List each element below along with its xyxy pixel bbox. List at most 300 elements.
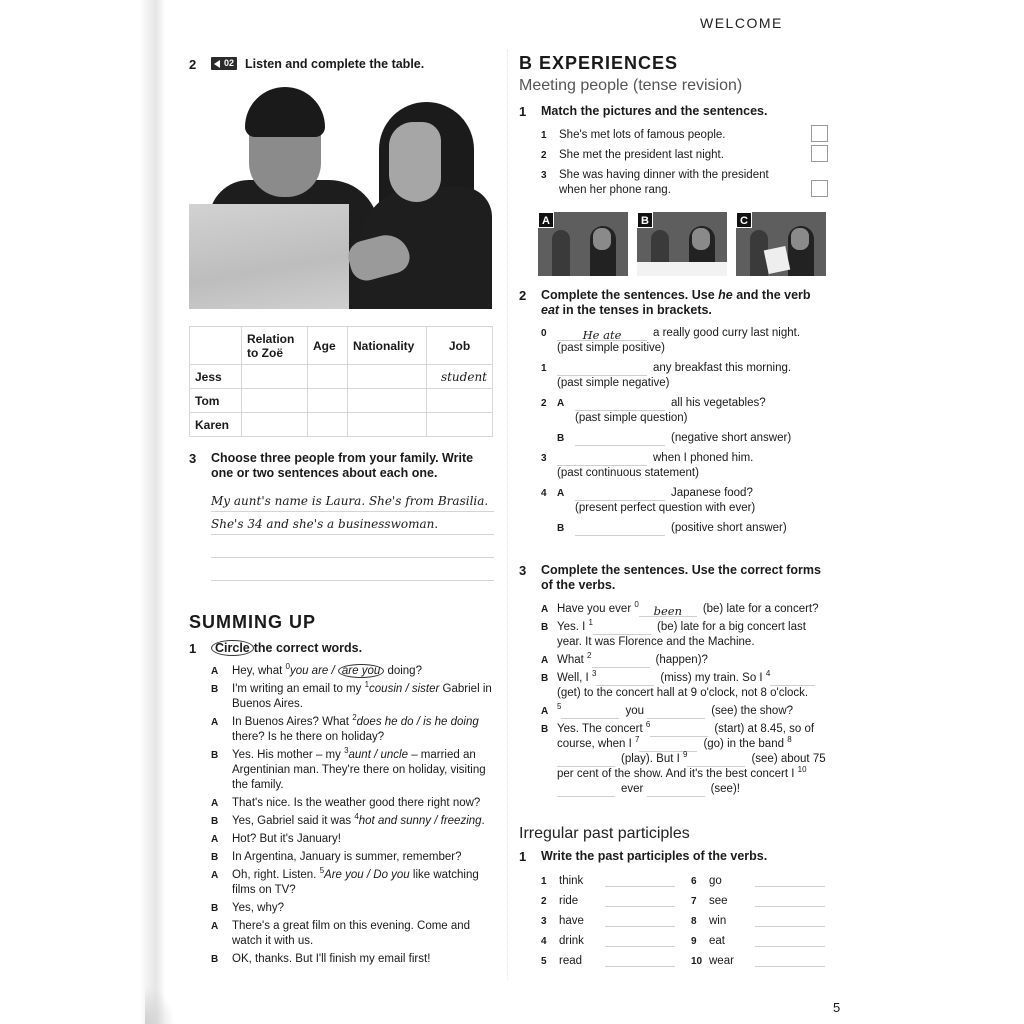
speaker-label: A [211, 717, 219, 728]
option-1[interactable]: you are [289, 665, 329, 677]
verb: wear [709, 955, 734, 967]
verb: read [559, 955, 583, 967]
option-separator: / [431, 815, 441, 827]
item-number: 3 [591, 669, 597, 679]
exercise-instruction: Match the pictures and the sentences. [541, 104, 768, 118]
answer-blank[interactable] [557, 754, 615, 767]
option-2[interactable]: is he doing [423, 716, 479, 728]
item-number: 1 [588, 618, 593, 628]
gap-fill-exercise-eat [519, 288, 829, 541]
line-text: Yes. The concert [557, 723, 646, 735]
photo-girl-face [389, 122, 441, 202]
item-text: any breakfast this morning. [653, 362, 792, 374]
item-number: 4 [541, 488, 547, 499]
exercise-instruction: Complete the sentences. Use the correct forms of the verbs. [541, 563, 821, 592]
option-2-circled[interactable]: are you [338, 664, 384, 678]
item-number: 2 [541, 150, 547, 161]
answer-blank[interactable]: He ate [557, 328, 647, 341]
line-text: OK, thanks. But I'll finish my email first! [232, 953, 431, 965]
item-text: (negative short answer) [671, 432, 792, 444]
tense-hint: (past continuous statement) [557, 467, 699, 479]
exercise-3-title [519, 563, 829, 593]
verb-item [691, 892, 831, 907]
speaker-label: A [557, 398, 565, 409]
line-text: That's nice. Is the weather good there right now? [232, 797, 481, 809]
gap-item [541, 521, 829, 536]
item-text: all his vegetables? [671, 397, 766, 409]
line-text: Yes, why? [232, 902, 284, 914]
circled-word: Circle [211, 640, 254, 656]
answer-blank[interactable] [687, 754, 745, 767]
answer-blank[interactable] [575, 488, 665, 501]
verb-item [541, 932, 691, 947]
item-number: 2 [541, 896, 547, 907]
match-item [541, 148, 829, 163]
gap-fill-exercise-verbs [519, 563, 829, 800]
verb: eat [709, 935, 725, 947]
verb-item [541, 892, 691, 907]
line-text: (happen)? [655, 654, 708, 666]
summing-up-section [189, 612, 499, 970]
answer-blank[interactable] [575, 523, 665, 536]
item-number: 7 [634, 735, 640, 745]
verb-item [541, 952, 691, 967]
page-curl-shadow [145, 985, 175, 1024]
answer-box[interactable] [811, 180, 828, 197]
table-row [190, 365, 493, 389]
answer-blank[interactable] [605, 877, 675, 887]
answer-blank[interactable] [561, 706, 619, 719]
picture-label: C [736, 212, 752, 228]
option-separator: / [413, 716, 424, 728]
writing-lines [211, 489, 494, 581]
answer-blank[interactable] [575, 433, 665, 446]
picture-strip [538, 212, 826, 276]
summing-ex1-title [189, 641, 499, 656]
item-text: She was having dinner with the president when her phone rang. [559, 169, 769, 196]
answer-blank[interactable] [755, 877, 825, 887]
line-text: . [481, 815, 485, 827]
row-name: Tom [190, 389, 242, 413]
item-text: a really good curry last night. [653, 327, 801, 339]
item-number: 8 [787, 735, 792, 745]
dialogue [211, 664, 499, 967]
option-2[interactable]: uncle [380, 749, 408, 761]
tense-hint: (past simple negative) [557, 377, 670, 389]
item-text: when I phoned him. [653, 452, 754, 464]
line-text: Yes. His mother – my [232, 749, 345, 761]
answer-blank[interactable] [593, 622, 651, 635]
answer-blank[interactable] [639, 739, 697, 752]
irregular-ex1-title [519, 849, 829, 864]
answer-blank[interactable] [575, 398, 665, 411]
tense-hint: (past simple positive) [557, 342, 666, 354]
figure-face [791, 228, 809, 250]
option-1[interactable]: does he do [356, 716, 414, 728]
figure-face [692, 228, 710, 250]
item-number: 3 [541, 170, 547, 181]
item-number [541, 521, 557, 536]
verb: see [709, 895, 728, 907]
line-text: What [557, 654, 588, 666]
dinner-table [637, 262, 727, 276]
menu-book [764, 246, 791, 274]
exercise-instruction: Write the past participles of the verbs. [541, 849, 768, 863]
answer-blank[interactable] [647, 784, 705, 797]
exercise-number: 3 [519, 563, 527, 578]
verb: think [559, 875, 584, 887]
item-number: 4 [354, 812, 359, 822]
line-text: (start) at 8.45, so of course, when I [557, 723, 815, 750]
item-number: 10 [691, 956, 703, 967]
exercise-number: 1 [189, 641, 197, 656]
speaker-label: B [211, 684, 219, 695]
table-row [190, 413, 493, 437]
exercise-number: 1 [519, 104, 527, 119]
answer-blank[interactable] [755, 917, 825, 927]
instruction-text: he [718, 288, 733, 302]
figure-woman [552, 230, 570, 276]
answer-blank[interactable] [605, 937, 675, 947]
exercise-number: 1 [519, 849, 527, 864]
line-text: (see) the show? [711, 705, 794, 717]
item-number: 9 [691, 936, 697, 947]
item-number: 6 [691, 876, 697, 887]
item-number [541, 431, 557, 446]
audio-track-button[interactable] [211, 57, 237, 70]
item-number: 9 [683, 750, 688, 760]
line-text: In Argentina, January is summer, remember? [232, 851, 462, 863]
page-number: 5 [833, 1000, 841, 1015]
option-separator: / [402, 683, 412, 695]
dialogue-line [211, 814, 499, 829]
answer-box[interactable] [811, 125, 828, 142]
option-1[interactable]: cousin [369, 683, 403, 695]
picture-label: A [538, 212, 554, 228]
dialogue-line [211, 919, 499, 949]
cell-nationality[interactable] [348, 389, 427, 413]
speaker-label: A [211, 834, 219, 845]
answer-blank[interactable] [557, 363, 647, 376]
option-separator: / [363, 869, 374, 881]
line-text: There's a great film on this evening. Come and watch it with us. [232, 920, 471, 947]
speaker-label: A [211, 666, 219, 677]
book-spine-shadow [0, 0, 165, 1024]
writing-line[interactable]: She's 34 and she's a businesswoman. [211, 512, 494, 535]
option-2[interactable]: sister [411, 683, 440, 695]
dialogue-line [211, 868, 499, 898]
answer-blank[interactable] [605, 957, 675, 967]
cell-job[interactable] [427, 413, 493, 437]
dialogue-line [211, 832, 499, 847]
exercise-number: 2 [519, 288, 527, 303]
item-number: 2 [352, 713, 357, 723]
line-text: – married an Argentinian man. They're there on holiday, visiting the family. [232, 749, 486, 791]
running-head: WELCOME [700, 15, 783, 31]
verb: drink [559, 935, 584, 947]
line-text: Oh, right. Listen. [232, 869, 320, 881]
answer-blank[interactable] [770, 673, 815, 686]
dialogue-line [211, 901, 499, 916]
line-text: (go) in the band [703, 738, 788, 750]
speaker-label: A [557, 488, 565, 499]
instruction-text: eat [541, 303, 560, 317]
line-text: (see)! [710, 783, 740, 795]
item-number: 2 [541, 398, 547, 409]
speaker-label: A [541, 655, 549, 666]
line-text: like watching films on TV? [232, 869, 479, 896]
speaker-label: A [211, 798, 219, 809]
cell-relation[interactable] [242, 413, 308, 437]
table-header-age: Age [308, 327, 348, 365]
speaker-label: B [211, 903, 219, 914]
item-number: 2 [587, 651, 592, 661]
speaker-icon [214, 60, 220, 68]
section-subheading: Meeting people (tense revision) [519, 77, 743, 94]
writing-line[interactable] [211, 535, 494, 558]
cell-relation[interactable] [242, 365, 308, 389]
item-number: 10 [797, 765, 807, 775]
section-subheading: Irregular past participles [519, 825, 690, 842]
speaker-label: B [211, 852, 219, 863]
item-number: 5 [557, 702, 562, 712]
dialogue-line [541, 722, 829, 797]
line-text: Hot? But it's January! [232, 833, 341, 845]
speaker-label: B [211, 816, 219, 827]
option-1[interactable]: Are you [324, 869, 364, 881]
answer-blank[interactable] [647, 706, 705, 719]
item-number: 0 [541, 328, 547, 339]
picture-b [637, 212, 727, 276]
exercise-2-title [189, 57, 494, 72]
item-number: 1 [541, 876, 547, 887]
match-item [541, 168, 829, 198]
option-separator: / [370, 749, 381, 761]
table-header-relation: Relation to Zoë [242, 327, 308, 365]
verb-item [541, 872, 691, 887]
option-separator: / [328, 665, 338, 677]
answer-blank[interactable] [596, 673, 654, 686]
answer-blank[interactable] [755, 937, 825, 947]
picture-a [538, 212, 628, 276]
answer-blank[interactable] [755, 897, 825, 907]
picture-label: B [637, 212, 653, 228]
speaker-label: B [211, 954, 219, 965]
gap-item [541, 361, 829, 391]
dialogue-line [211, 682, 499, 712]
family-table [189, 326, 493, 437]
cell-age[interactable] [308, 365, 348, 389]
instruction-text: and the verb [732, 288, 811, 302]
answer-blank[interactable] [592, 655, 650, 668]
dialogue-line [541, 704, 829, 719]
exercise-instruction: Choose three people from your family. Write one or two sentences about each one. [211, 451, 474, 480]
line-text: Well, I [557, 672, 592, 684]
exercise-3-title [189, 451, 494, 481]
option-2[interactable]: freezing [440, 815, 482, 827]
line-text: (see) about 75 per cent of the show. And it's the best concert I [557, 753, 826, 780]
option-2[interactable]: Do you [373, 869, 410, 881]
exercise-instruction: the correct words. [253, 641, 363, 655]
gap-item [541, 451, 829, 481]
speaker-label: A [211, 921, 219, 932]
line-text: (get) to the concert hall at 9 o'clock, not 8 o'clock. [557, 687, 809, 699]
instruction-text: Complete the sentences. Use [541, 288, 719, 302]
item-number: 5 [541, 956, 547, 967]
item-number: 3 [344, 746, 349, 756]
verb-item [691, 952, 831, 967]
writing-line[interactable] [211, 558, 494, 581]
line-text: there? Is he there on holiday? [232, 731, 385, 743]
audio-track-number: 02 [224, 58, 235, 68]
verb: ride [559, 895, 579, 907]
verb-item [541, 912, 691, 927]
item-number: 1 [364, 680, 370, 690]
cell-job[interactable]: student [427, 365, 493, 389]
row-name: Jess [190, 365, 242, 389]
table-row [190, 389, 493, 413]
item-number: 8 [691, 916, 697, 927]
exercise-1-title [519, 104, 829, 119]
speaker-label: A [541, 706, 549, 717]
section-heading: B EXPERIENCES [519, 53, 679, 73]
line-text: In Buenos Aires? What [232, 716, 353, 728]
dialogue-line [541, 620, 829, 650]
item-number: 1 [541, 130, 547, 141]
speaker-label: A [541, 604, 549, 615]
instruction-text: in the tenses in brackets. [559, 303, 712, 317]
exercise-number: 3 [189, 451, 197, 466]
verb: go [709, 875, 722, 887]
figure-face [593, 228, 611, 250]
answer-blank[interactable] [557, 453, 647, 466]
match-item [541, 128, 829, 143]
tense-hint: (present perfect question with ever) [575, 502, 756, 514]
dialogue-line [211, 850, 499, 865]
cell-relation[interactable] [242, 389, 308, 413]
exercise-instruction: Listen and complete the table. [245, 57, 425, 71]
gap-item [541, 486, 829, 516]
line-text: (play). But I [621, 753, 683, 765]
line-text: doing? [384, 665, 422, 677]
answer-blank[interactable] [650, 724, 708, 737]
line-text: Hey, what [232, 665, 286, 677]
verb: win [709, 915, 727, 927]
speaker-label: A [211, 870, 219, 881]
cell-job[interactable] [427, 389, 493, 413]
item-number: 4 [765, 669, 771, 679]
item-number: 0 [285, 662, 290, 672]
column-divider [507, 50, 508, 980]
gap-item [541, 326, 829, 356]
item-number: 7 [691, 896, 697, 907]
line-text: Yes. I [557, 621, 589, 633]
cell-age[interactable] [308, 389, 348, 413]
item-number: 3 [541, 453, 547, 464]
dialogue-line [211, 748, 499, 793]
matching-exercise [519, 104, 829, 203]
item-number: 5 [319, 866, 325, 876]
line-text: (be) late for a concert? [702, 603, 819, 615]
line-text: I'm writing an email to my [232, 683, 365, 695]
picture-c [736, 212, 826, 276]
line-text: (be) late for a big concert last year. It was Florence and the Machine. [557, 621, 806, 648]
exercise-3 [189, 451, 494, 581]
speaker-label: B [541, 622, 549, 633]
line-text: ever [621, 783, 644, 795]
table-header-job: Job [427, 327, 493, 365]
dialogue-line [541, 602, 829, 617]
verb: have [559, 915, 584, 927]
concert-dialogue [541, 602, 829, 797]
table-header-nationality: Nationality [348, 327, 427, 365]
option-1[interactable]: aunt [348, 749, 371, 761]
line-text: Gabriel in Buenos Aires. [232, 683, 492, 710]
speaker-label: B [541, 724, 549, 735]
photo-laptop [189, 204, 349, 309]
line-text: Have you ever [557, 603, 635, 615]
item-number: 1 [541, 363, 547, 374]
answer-blank[interactable] [605, 897, 675, 907]
cell-nationality[interactable] [348, 365, 427, 389]
cell-nationality[interactable] [348, 413, 427, 437]
answer-blank[interactable] [755, 957, 825, 967]
line-text: (miss) my train. So I [660, 672, 766, 684]
irregular-participles-section [519, 825, 829, 967]
item-text: Japanese food? [671, 487, 753, 499]
writing-line[interactable]: My aunt's name is Laura. She's from Brasilia. [211, 489, 494, 512]
exercise-2-title [519, 288, 829, 318]
exercise-number: 2 [189, 57, 197, 72]
item-number: 4 [541, 936, 547, 947]
match-list [541, 128, 829, 198]
row-name: Karen [190, 413, 242, 437]
table-header-row [190, 327, 493, 365]
line-text: Yes, Gabriel said it was [232, 815, 355, 827]
speaker-label: B [211, 750, 219, 761]
speaker-label: B [541, 673, 549, 684]
dialogue-line [211, 715, 499, 745]
gap-list [541, 326, 829, 536]
tense-hint: (past simple question) [575, 412, 688, 424]
gap-item [541, 431, 829, 446]
answer-box[interactable] [811, 145, 828, 162]
item-number: 3 [541, 916, 547, 927]
participle-grid [541, 872, 829, 967]
item-number: 0 [634, 600, 639, 610]
answer-blank[interactable] [605, 917, 675, 927]
photo-teens-laptop [189, 87, 492, 309]
answer-blank[interactable]: been [639, 604, 697, 617]
speaker-label: B [557, 523, 565, 534]
verb-item [691, 912, 831, 927]
cell-age[interactable] [308, 413, 348, 437]
item-number: 6 [645, 720, 651, 730]
item-text: She's met lots of famous people. [559, 129, 726, 141]
section-heading: SUMMING UP [189, 612, 316, 632]
item-text: (positive short answer) [671, 522, 787, 534]
line-text: you [625, 705, 644, 717]
dialogue-line [211, 796, 499, 811]
dialogue-line [211, 952, 499, 967]
answer-blank[interactable] [557, 784, 615, 797]
gap-item [541, 396, 829, 426]
verb-item [691, 872, 831, 887]
dialogue-line [541, 671, 829, 701]
verb-item [691, 932, 831, 947]
dialogue-line [541, 653, 829, 668]
option-1[interactable]: hot and sunny [358, 815, 432, 827]
